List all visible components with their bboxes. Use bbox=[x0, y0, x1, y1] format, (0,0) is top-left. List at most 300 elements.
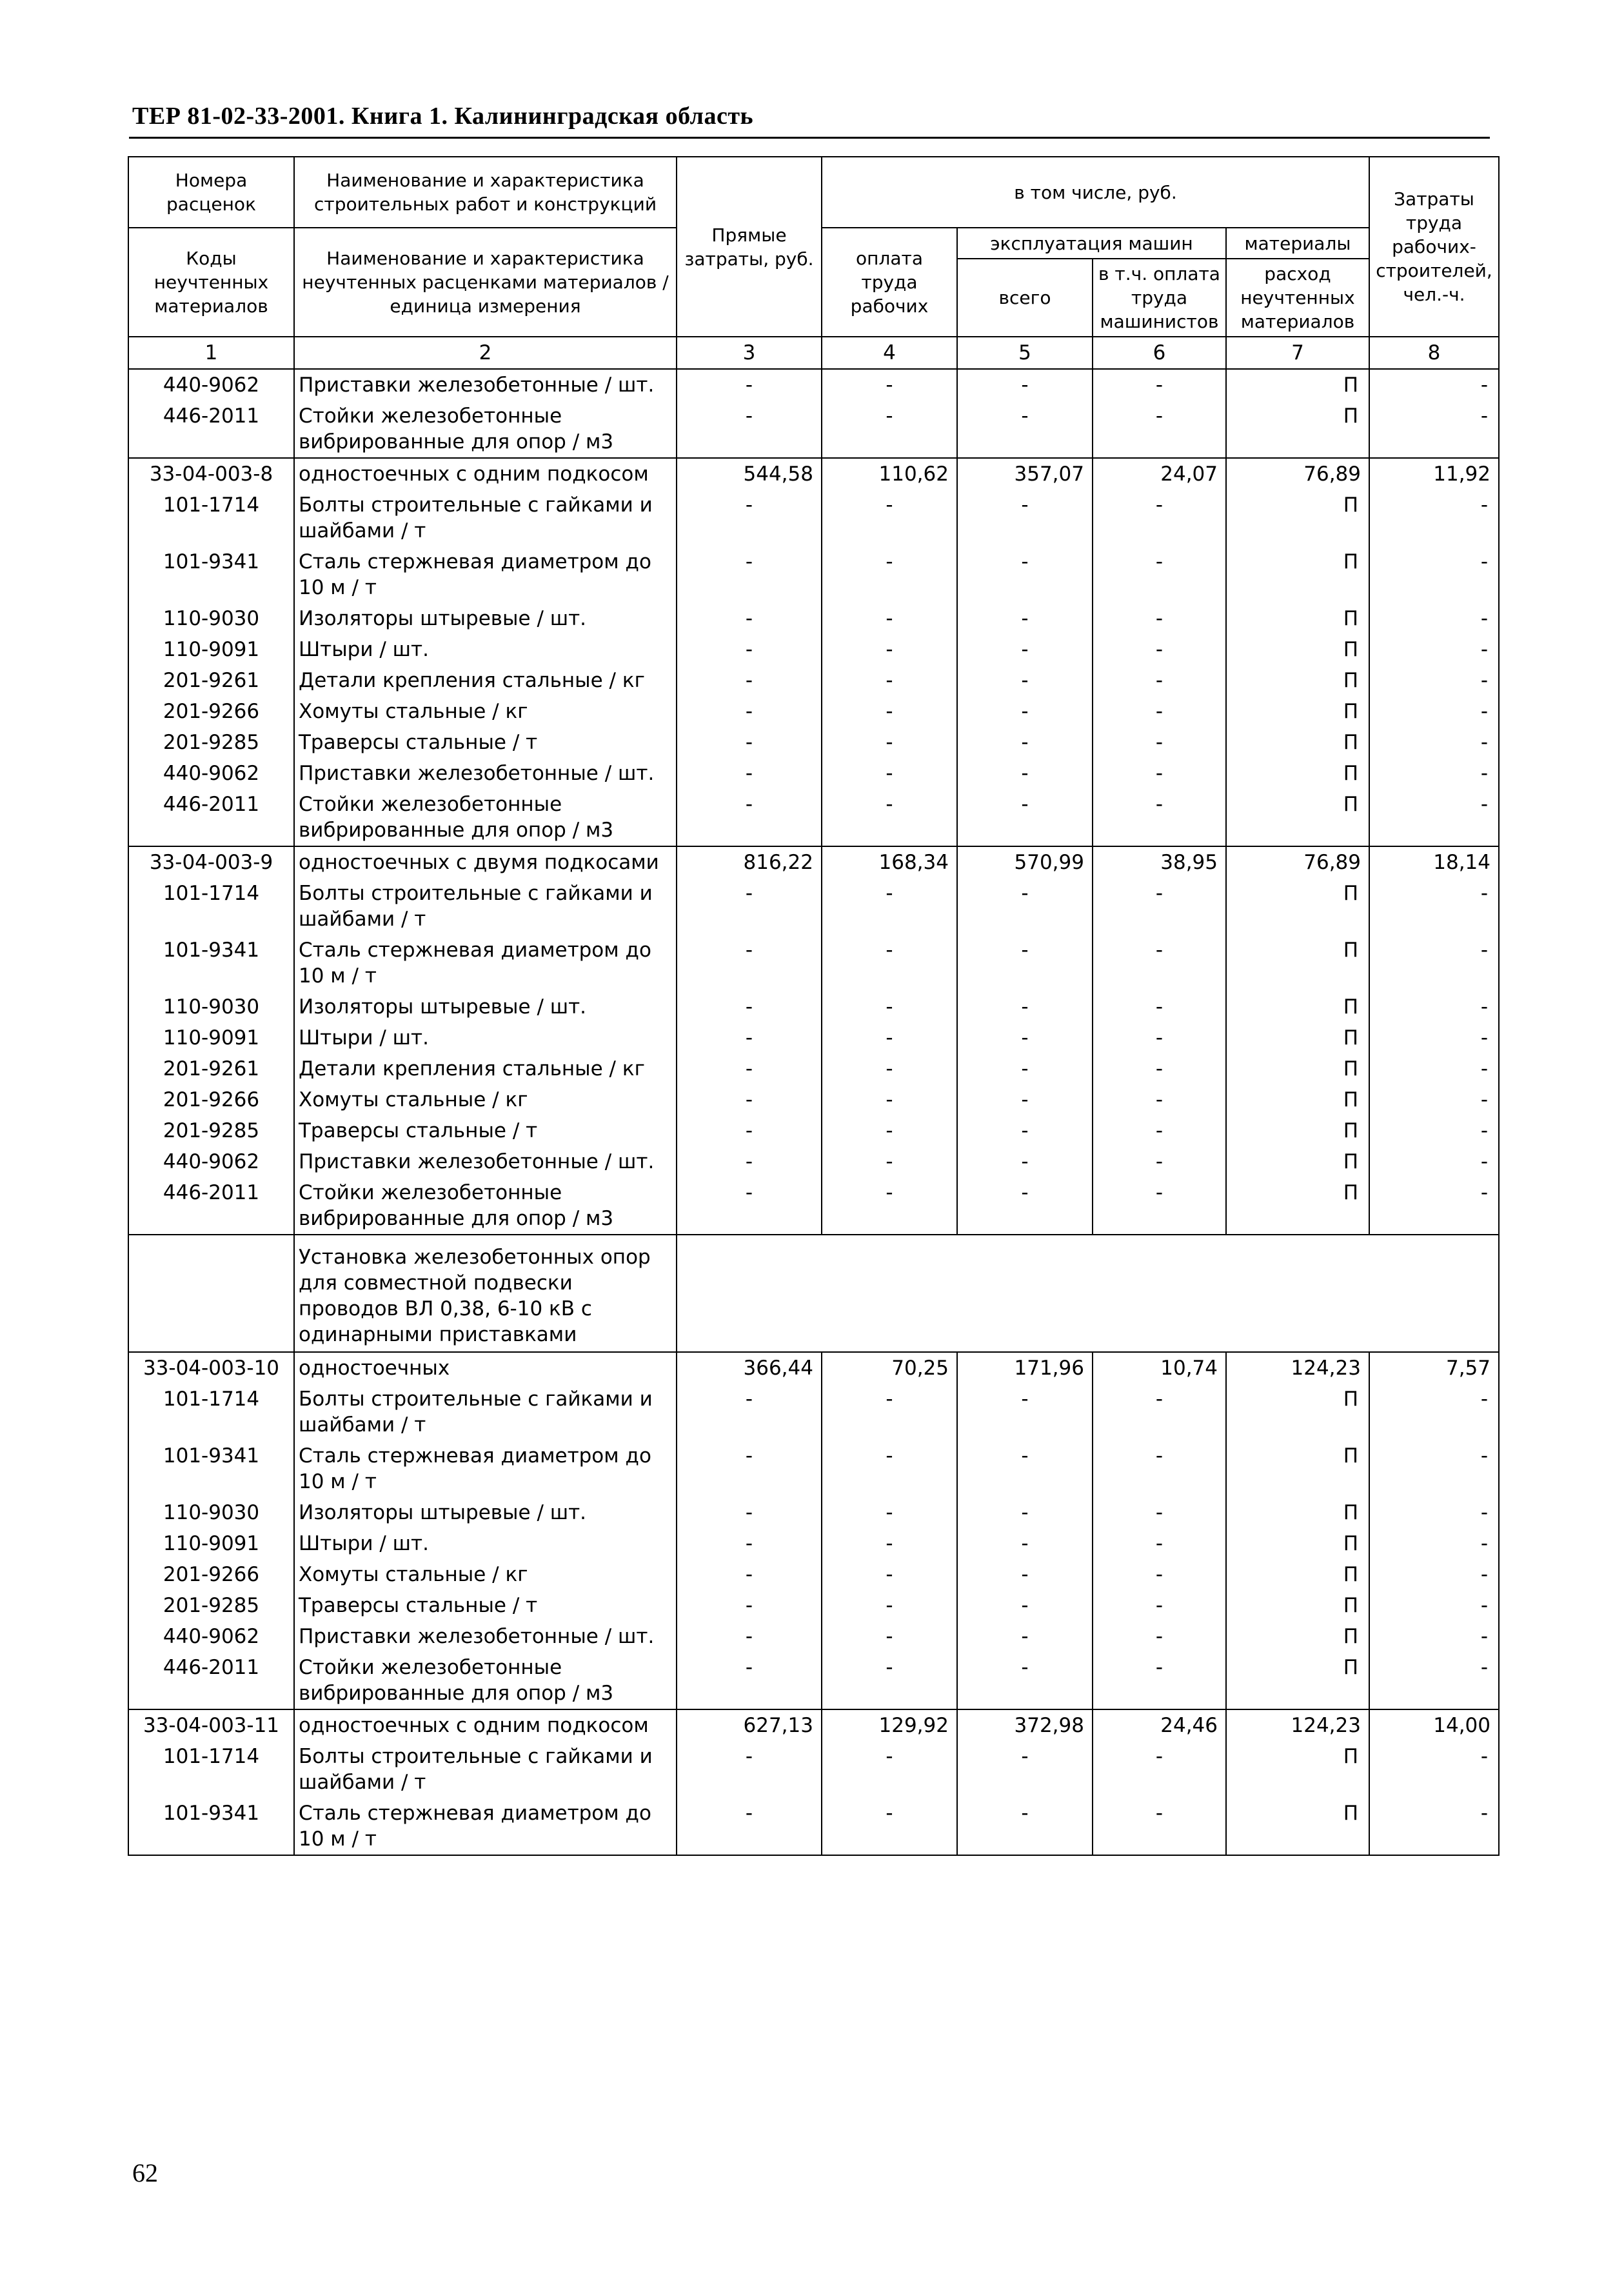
material-name: Штыри / шт. bbox=[294, 1022, 677, 1053]
value-cell-col4: - bbox=[822, 1053, 957, 1084]
value-cell-col6: - bbox=[1093, 1590, 1226, 1621]
value-cell-col5: - bbox=[957, 727, 1093, 758]
value-cell-col3: - bbox=[677, 1559, 822, 1590]
value-cell-col6: - bbox=[1093, 727, 1226, 758]
value-cell-col6: - bbox=[1093, 1440, 1226, 1497]
value-cell-col8: 14,00 bbox=[1369, 1709, 1499, 1741]
value-cell-col8: - bbox=[1369, 1741, 1499, 1798]
material-row bbox=[128, 935, 1499, 991]
material-code: 110-9091 bbox=[128, 1022, 294, 1053]
rate-code: 33-04-003-10 bbox=[128, 1352, 294, 1384]
value-cell-col6: 24,07 bbox=[1093, 458, 1226, 490]
material-code: 446-2011 bbox=[128, 1177, 294, 1235]
material-code: 201-9266 bbox=[128, 1084, 294, 1115]
value-cell-col7: П bbox=[1226, 1115, 1369, 1146]
value-cell-col6: - bbox=[1093, 490, 1226, 546]
material-code: 201-9266 bbox=[128, 696, 294, 727]
material-name: Болты строительные с гайками и шайбами / т bbox=[294, 878, 677, 935]
material-code: 101-9341 bbox=[128, 1798, 294, 1855]
material-name: Детали крепления стальные / кг bbox=[294, 1053, 677, 1084]
value-cell-col6: 24,46 bbox=[1093, 1709, 1226, 1741]
value-cell-col8: - bbox=[1369, 727, 1499, 758]
value-cell-col7: П bbox=[1226, 758, 1369, 789]
value-cell-col6: - bbox=[1093, 696, 1226, 727]
material-name: Сталь стержневая диаметром до 10 м / т bbox=[294, 1798, 677, 1855]
value-cell-col4: - bbox=[822, 991, 957, 1022]
value-cell-col7: П bbox=[1226, 1528, 1369, 1559]
value-cell-col6: - bbox=[1093, 603, 1226, 634]
value-cell-col5: - bbox=[957, 1053, 1093, 1084]
material-row bbox=[128, 1497, 1499, 1528]
value-cell-col3: - bbox=[677, 1022, 822, 1053]
value-cell-col7: П bbox=[1226, 1497, 1369, 1528]
value-cell-col4: - bbox=[822, 401, 957, 458]
value-cell-col6: - bbox=[1093, 1022, 1226, 1053]
value-cell-col8: - bbox=[1369, 1146, 1499, 1177]
material-name: Болты строительные с гайками и шайбами / т bbox=[294, 1741, 677, 1798]
value-cell-col4: - bbox=[822, 1384, 957, 1440]
value-cell-col7: П bbox=[1226, 1741, 1369, 1798]
value-cell-col4: - bbox=[822, 634, 957, 665]
value-cell-col4: - bbox=[822, 1022, 957, 1053]
value-cell-col4: - bbox=[822, 490, 957, 546]
value-cell-col7: П bbox=[1226, 369, 1369, 401]
value-cell-col7: П bbox=[1226, 603, 1369, 634]
value-cell-col6: - bbox=[1093, 1146, 1226, 1177]
material-row bbox=[128, 1440, 1499, 1497]
value-cell-col3: - bbox=[677, 935, 822, 991]
section-heading-row bbox=[128, 1235, 1499, 1352]
value-cell-col4: - bbox=[822, 1559, 957, 1590]
material-row bbox=[128, 1621, 1499, 1652]
value-cell-col8: - bbox=[1369, 1590, 1499, 1621]
material-name: Приставки железобетонные / шт. bbox=[294, 758, 677, 789]
material-code: 101-9341 bbox=[128, 1440, 294, 1497]
value-cell-col3: - bbox=[677, 789, 822, 846]
value-cell-col3: - bbox=[677, 1590, 822, 1621]
value-cell-col4: - bbox=[822, 878, 957, 935]
value-cell-col4: - bbox=[822, 1084, 957, 1115]
value-cell-col6: - bbox=[1093, 1798, 1226, 1855]
value-cell-col5: - bbox=[957, 1146, 1093, 1177]
material-row bbox=[128, 1022, 1499, 1053]
rate-code: 33-04-003-11 bbox=[128, 1709, 294, 1741]
value-cell-col6: - bbox=[1093, 665, 1226, 696]
header-worker-pay: оплата труда рабочих bbox=[822, 228, 957, 337]
value-cell-col6: - bbox=[1093, 789, 1226, 846]
material-name: Приставки железобетонные / шт. bbox=[294, 1621, 677, 1652]
header-in-total: в том числе, руб. bbox=[822, 157, 1369, 228]
value-cell-col7: П bbox=[1226, 1621, 1369, 1652]
value-cell-col5: - bbox=[957, 1528, 1093, 1559]
material-row bbox=[128, 878, 1499, 935]
value-cell-col4: - bbox=[822, 1741, 957, 1798]
value-cell-col8: - bbox=[1369, 1384, 1499, 1440]
value-cell-col3: 627,13 bbox=[677, 1709, 822, 1741]
value-cell-col6: - bbox=[1093, 1621, 1226, 1652]
value-cell-col4: - bbox=[822, 1146, 957, 1177]
value-cell-col3: 544,58 bbox=[677, 458, 822, 490]
value-cell-col7: П bbox=[1226, 1559, 1369, 1590]
value-cell-col7: П bbox=[1226, 546, 1369, 603]
value-cell-col6: - bbox=[1093, 991, 1226, 1022]
value-cell-col7: 76,89 bbox=[1226, 846, 1369, 878]
value-cell-col4: - bbox=[822, 665, 957, 696]
value-cell-col8: - bbox=[1369, 1621, 1499, 1652]
value-cell-col4: - bbox=[822, 758, 957, 789]
value-cell-col7: П bbox=[1226, 1084, 1369, 1115]
value-cell-col8: - bbox=[1369, 1084, 1499, 1115]
material-name: Изоляторы штыревые / шт. bbox=[294, 1497, 677, 1528]
value-cell-col8: - bbox=[1369, 1497, 1499, 1528]
material-row bbox=[128, 401, 1499, 458]
value-cell-col7: П bbox=[1226, 634, 1369, 665]
value-cell-col7: П bbox=[1226, 1384, 1369, 1440]
value-cell-col4: - bbox=[822, 1115, 957, 1146]
value-cell-col8: - bbox=[1369, 1528, 1499, 1559]
column-number: 4 bbox=[822, 337, 957, 369]
material-row bbox=[128, 1652, 1499, 1709]
value-cell-col3: 816,22 bbox=[677, 846, 822, 878]
value-cell-col8: - bbox=[1369, 1652, 1499, 1709]
value-cell-col8: - bbox=[1369, 758, 1499, 789]
rate-code: 33-04-003-8 bbox=[128, 458, 294, 490]
value-cell-col5: - bbox=[957, 935, 1093, 991]
value-cell-col6: - bbox=[1093, 1741, 1226, 1798]
value-cell-col4: - bbox=[822, 1528, 957, 1559]
material-code: 201-9285 bbox=[128, 727, 294, 758]
value-cell-col5: - bbox=[957, 1590, 1093, 1621]
material-row bbox=[128, 1177, 1499, 1235]
material-name: Стойки железобетонные вибрированные для опор / м3 bbox=[294, 1652, 677, 1709]
value-cell-col7: П bbox=[1226, 1177, 1369, 1235]
value-cell-col3: - bbox=[677, 1115, 822, 1146]
material-name: Изоляторы штыревые / шт. bbox=[294, 991, 677, 1022]
value-cell-col8: - bbox=[1369, 991, 1499, 1022]
value-cell-col4: - bbox=[822, 696, 957, 727]
material-row bbox=[128, 1528, 1499, 1559]
value-cell-col5: - bbox=[957, 1741, 1093, 1798]
value-cell-col5: - bbox=[957, 1440, 1093, 1497]
rate-row bbox=[128, 458, 1499, 490]
section-heading: Установка железобетонных опор для совместной подвески проводов ВЛ 0,38, 6-10 кВ с одинарными приставками bbox=[294, 1235, 677, 1352]
value-cell-col5: - bbox=[957, 1084, 1093, 1115]
value-cell-col5: - bbox=[957, 1652, 1093, 1709]
value-cell-col5: - bbox=[957, 991, 1093, 1022]
value-cell-col8: - bbox=[1369, 1177, 1499, 1235]
value-cell-col8: - bbox=[1369, 789, 1499, 846]
value-cell-col3: - bbox=[677, 1384, 822, 1440]
value-cell-col6: 10,74 bbox=[1093, 1352, 1226, 1384]
value-cell-col7: П bbox=[1226, 696, 1369, 727]
value-cell-col3: - bbox=[677, 1053, 822, 1084]
value-cell-col4: - bbox=[822, 1440, 957, 1497]
price-table bbox=[128, 156, 1500, 1856]
value-cell-col6: - bbox=[1093, 1177, 1226, 1235]
value-cell-col5: - bbox=[957, 1177, 1093, 1235]
value-cell-col3: - bbox=[677, 665, 822, 696]
header-operator-pay: в т.ч. оплата труда машинистов bbox=[1093, 259, 1226, 337]
material-code: 446-2011 bbox=[128, 789, 294, 846]
material-name: Сталь стержневая диаметром до 10 м / т bbox=[294, 935, 677, 991]
value-cell-col3: - bbox=[677, 1497, 822, 1528]
rate-name: одностоечных с одним подкосом bbox=[294, 1709, 677, 1741]
value-cell-col8: - bbox=[1369, 1559, 1499, 1590]
rate-name: одностоечных bbox=[294, 1352, 677, 1384]
material-code: 201-9261 bbox=[128, 665, 294, 696]
material-name: Болты строительные с гайками и шайбами / т bbox=[294, 1384, 677, 1440]
material-name: Стойки железобетонные вибрированные для опор / м3 bbox=[294, 789, 677, 846]
value-cell-col8: - bbox=[1369, 546, 1499, 603]
rate-name: одностоечных с одним подкосом bbox=[294, 458, 677, 490]
value-cell-col3: - bbox=[677, 490, 822, 546]
material-row bbox=[128, 1384, 1499, 1440]
value-cell-col6: - bbox=[1093, 369, 1226, 401]
rate-row bbox=[128, 1352, 1499, 1384]
material-name: Стойки железобетонные вибрированные для опор / м3 bbox=[294, 1177, 677, 1235]
value-cell-col5: - bbox=[957, 1384, 1093, 1440]
material-row bbox=[128, 727, 1499, 758]
value-cell-col5: - bbox=[957, 634, 1093, 665]
value-cell-col7: П bbox=[1226, 991, 1369, 1022]
material-row bbox=[128, 1798, 1499, 1855]
value-cell-col4: - bbox=[822, 369, 957, 401]
header-direct-costs: Прямые затраты, руб. bbox=[677, 157, 822, 337]
material-code: 110-9030 bbox=[128, 603, 294, 634]
material-name: Детали крепления стальные / кг bbox=[294, 665, 677, 696]
value-cell-col3: - bbox=[677, 1652, 822, 1709]
value-cell-col5: - bbox=[957, 1497, 1093, 1528]
material-row bbox=[128, 603, 1499, 634]
value-cell-col7: П bbox=[1226, 1146, 1369, 1177]
value-cell-col3: - bbox=[677, 546, 822, 603]
column-number: 6 bbox=[1093, 337, 1226, 369]
value-cell-col4: - bbox=[822, 1621, 957, 1652]
value-cell-col4: - bbox=[822, 789, 957, 846]
material-name: Хомуты стальные / кг bbox=[294, 1559, 677, 1590]
value-cell-col4: - bbox=[822, 1177, 957, 1235]
value-cell-col4: - bbox=[822, 935, 957, 991]
material-row bbox=[128, 546, 1499, 603]
value-cell-col6: - bbox=[1093, 758, 1226, 789]
column-number: 3 bbox=[677, 337, 822, 369]
value-cell-col3: - bbox=[677, 603, 822, 634]
value-cell-col7: 124,23 bbox=[1226, 1352, 1369, 1384]
value-cell-col7: П bbox=[1226, 935, 1369, 991]
value-cell-col7: 124,23 bbox=[1226, 1709, 1369, 1741]
value-cell-col4: - bbox=[822, 546, 957, 603]
header-labor-costs: Затраты труда рабочих-строителей, чел.-ч. bbox=[1369, 157, 1499, 337]
value-cell-col3: - bbox=[677, 1621, 822, 1652]
column-number: 8 bbox=[1369, 337, 1499, 369]
value-cell-col8: 7,57 bbox=[1369, 1352, 1499, 1384]
value-cell-col4: - bbox=[822, 1798, 957, 1855]
value-cell-col8: - bbox=[1369, 935, 1499, 991]
value-cell-col7: П bbox=[1226, 789, 1369, 846]
material-row bbox=[128, 758, 1499, 789]
column-number: 1 bbox=[128, 337, 294, 369]
material-row bbox=[128, 665, 1499, 696]
material-code: 101-1714 bbox=[128, 1741, 294, 1798]
value-cell-col4: 70,25 bbox=[822, 1352, 957, 1384]
value-cell-col6: - bbox=[1093, 401, 1226, 458]
value-cell-col7: П bbox=[1226, 665, 1369, 696]
value-cell-col5: - bbox=[957, 1022, 1093, 1053]
material-name: Приставки железобетонные / шт. bbox=[294, 1146, 677, 1177]
header-materials: материалы bbox=[1226, 228, 1369, 259]
value-cell-col5: - bbox=[957, 490, 1093, 546]
value-cell-col5: 372,98 bbox=[957, 1709, 1093, 1741]
value-cell-col3: - bbox=[677, 758, 822, 789]
material-code: 201-9266 bbox=[128, 1559, 294, 1590]
value-cell-col3: - bbox=[677, 1146, 822, 1177]
material-name: Траверсы стальные / т bbox=[294, 1115, 677, 1146]
value-cell-col8: - bbox=[1369, 634, 1499, 665]
value-cell-col8: - bbox=[1369, 369, 1499, 401]
material-code: 440-9062 bbox=[128, 1621, 294, 1652]
value-cell-col5: 570,99 bbox=[957, 846, 1093, 878]
value-cell-col6: - bbox=[1093, 1053, 1226, 1084]
material-code: 110-9030 bbox=[128, 1497, 294, 1528]
value-cell-col4: - bbox=[822, 1652, 957, 1709]
value-cell-col7: П bbox=[1226, 1590, 1369, 1621]
material-row bbox=[128, 1084, 1499, 1115]
value-cell-col3: - bbox=[677, 696, 822, 727]
header-machines-total: всего bbox=[957, 259, 1093, 337]
value-cell-col6: - bbox=[1093, 634, 1226, 665]
material-name: Приставки железобетонные / шт. bbox=[294, 369, 677, 401]
material-row bbox=[128, 1146, 1499, 1177]
value-cell-col6: - bbox=[1093, 1115, 1226, 1146]
material-name: Хомуты стальные / кг bbox=[294, 696, 677, 727]
material-code: 201-9285 bbox=[128, 1115, 294, 1146]
material-code: 110-9030 bbox=[128, 991, 294, 1022]
value-cell-col3: - bbox=[677, 991, 822, 1022]
value-cell-col5: 171,96 bbox=[957, 1352, 1093, 1384]
column-numbers-row bbox=[128, 337, 1499, 369]
header-rate-numbers: Номера расценок bbox=[128, 157, 294, 228]
material-row bbox=[128, 490, 1499, 546]
value-cell-col8: - bbox=[1369, 665, 1499, 696]
value-cell-col7: П bbox=[1226, 727, 1369, 758]
value-cell-col5: - bbox=[957, 758, 1093, 789]
value-cell-col6: - bbox=[1093, 1652, 1226, 1709]
value-cell-col5: - bbox=[957, 696, 1093, 727]
material-row bbox=[128, 1590, 1499, 1621]
value-cell-col8: - bbox=[1369, 490, 1499, 546]
material-row bbox=[128, 991, 1499, 1022]
material-row bbox=[128, 1053, 1499, 1084]
material-name: Траверсы стальные / т bbox=[294, 1590, 677, 1621]
value-cell-col3: - bbox=[677, 1741, 822, 1798]
value-cell-col5: - bbox=[957, 1798, 1093, 1855]
value-cell-col8: - bbox=[1369, 1115, 1499, 1146]
material-code: 446-2011 bbox=[128, 1652, 294, 1709]
rate-row bbox=[128, 1709, 1499, 1741]
material-code: 440-9062 bbox=[128, 758, 294, 789]
value-cell-col3: - bbox=[677, 1440, 822, 1497]
value-cell-col4: - bbox=[822, 727, 957, 758]
value-cell-col4: - bbox=[822, 603, 957, 634]
material-row bbox=[128, 1115, 1499, 1146]
value-cell-col4: - bbox=[822, 1497, 957, 1528]
value-cell-col6: - bbox=[1093, 878, 1226, 935]
header-rule bbox=[129, 137, 1490, 139]
value-cell-col3: - bbox=[677, 1177, 822, 1235]
header-material-name: Наименование и характеристика неучтенных расценками материалов / единица измерения bbox=[294, 228, 677, 337]
header-unaccounted-materials: расход неучтенных материалов bbox=[1226, 259, 1369, 337]
rate-row bbox=[128, 846, 1499, 878]
section-code-cell bbox=[128, 1235, 294, 1352]
value-cell-col7: П bbox=[1226, 878, 1369, 935]
value-cell-col3: - bbox=[677, 401, 822, 458]
material-code: 446-2011 bbox=[128, 401, 294, 458]
value-cell-col6: - bbox=[1093, 1384, 1226, 1440]
value-cell-col5: - bbox=[957, 546, 1093, 603]
value-cell-col3: - bbox=[677, 634, 822, 665]
value-cell-col6: 38,95 bbox=[1093, 846, 1226, 878]
value-cell-col7: П bbox=[1226, 1440, 1369, 1497]
column-number: 5 bbox=[957, 337, 1093, 369]
value-cell-col7: П bbox=[1226, 1022, 1369, 1053]
value-cell-col8: 18,14 bbox=[1369, 846, 1499, 878]
value-cell-col5: - bbox=[957, 401, 1093, 458]
material-name: Сталь стержневая диаметром до 10 м / т bbox=[294, 546, 677, 603]
value-cell-col8: - bbox=[1369, 603, 1499, 634]
value-cell-col8: - bbox=[1369, 1798, 1499, 1855]
material-name: Изоляторы штыревые / шт. bbox=[294, 603, 677, 634]
value-cell-col5: - bbox=[957, 1115, 1093, 1146]
value-cell-col7: П bbox=[1226, 1798, 1369, 1855]
material-code: 440-9062 bbox=[128, 369, 294, 401]
value-cell-col8: - bbox=[1369, 1053, 1499, 1084]
rate-name: одностоечных с двумя подкосами bbox=[294, 846, 677, 878]
value-cell-col3: - bbox=[677, 1084, 822, 1115]
value-cell-col3: - bbox=[677, 1528, 822, 1559]
value-cell-col3: - bbox=[677, 878, 822, 935]
value-cell-col6: - bbox=[1093, 935, 1226, 991]
value-cell-col6: - bbox=[1093, 1559, 1226, 1590]
material-code: 101-1714 bbox=[128, 1384, 294, 1440]
material-name: Траверсы стальные / т bbox=[294, 727, 677, 758]
value-cell-col6: - bbox=[1093, 546, 1226, 603]
section-empty-cell bbox=[677, 1235, 1499, 1352]
header-material-codes: Коды неучтенных материалов bbox=[128, 228, 294, 337]
material-name: Сталь стержневая диаметром до 10 м / т bbox=[294, 1440, 677, 1497]
value-cell-col8: - bbox=[1369, 1440, 1499, 1497]
material-name: Штыри / шт. bbox=[294, 634, 677, 665]
value-cell-col7: П bbox=[1226, 401, 1369, 458]
material-code: 110-9091 bbox=[128, 1528, 294, 1559]
value-cell-col3: - bbox=[677, 1798, 822, 1855]
value-cell-col5: 357,07 bbox=[957, 458, 1093, 490]
material-code: 101-9341 bbox=[128, 546, 294, 603]
value-cell-col4: - bbox=[822, 1590, 957, 1621]
material-code: 201-9261 bbox=[128, 1053, 294, 1084]
header-machines: эксплуатация машин bbox=[957, 228, 1226, 259]
value-cell-col3: - bbox=[677, 369, 822, 401]
material-row bbox=[128, 369, 1499, 401]
value-cell-col5: - bbox=[957, 369, 1093, 401]
value-cell-col5: - bbox=[957, 1621, 1093, 1652]
value-cell-col5: - bbox=[957, 878, 1093, 935]
value-cell-col4: 110,62 bbox=[822, 458, 957, 490]
material-name: Стойки железобетонные вибрированные для опор / м3 bbox=[294, 401, 677, 458]
value-cell-col8: 11,92 bbox=[1369, 458, 1499, 490]
value-cell-col8: - bbox=[1369, 401, 1499, 458]
rate-code: 33-04-003-9 bbox=[128, 846, 294, 878]
value-cell-col4: 168,34 bbox=[822, 846, 957, 878]
